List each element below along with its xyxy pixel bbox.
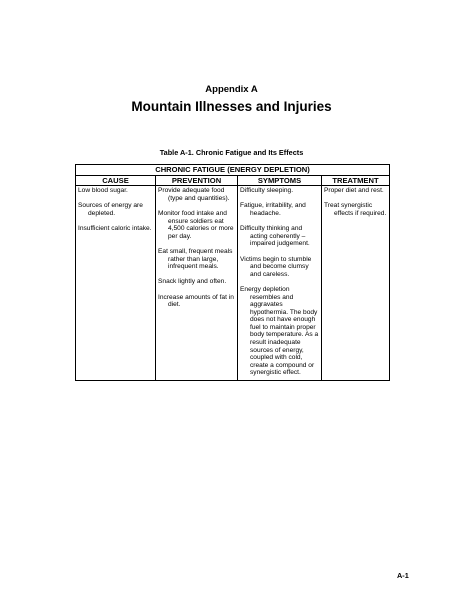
appendix-label: Appendix A	[205, 84, 258, 95]
cause-entry: Sources of energy are depleted.	[78, 202, 143, 217]
symptom-entry: Difficulty sleeping.	[240, 187, 294, 195]
cause-entry: Low blood sugar.	[78, 187, 128, 195]
prevention-cell	[156, 186, 238, 381]
symptom-entry: Difficulty thinking and acting coherently – impaired judgement.	[240, 225, 310, 248]
prevention-entry: Eat small, frequent meals rather than large, infrequent meals.	[158, 247, 233, 271]
symptom-entry: Fatigue, irritability, and headache.	[240, 202, 306, 217]
header-symptoms: SYMPTOMS	[238, 175, 322, 186]
cause-cell	[76, 186, 156, 381]
cause-entry: Insufficient caloric intake.	[78, 225, 152, 233]
treatment-entry: Treat synergistic effects if required.	[324, 202, 387, 217]
treatment-entry: Proper diet and rest.	[324, 187, 384, 195]
prevention-entry: Increase amounts of fat in diet.	[158, 293, 234, 309]
prevention-entry: Provide adequate food (type and quantities).	[158, 187, 230, 202]
symptom-entry: Victims begin to stumble and become clumsy and careless.	[240, 255, 312, 278]
table-banner: CHRONIC FATIGUE (ENERGY DEPLETION)	[76, 165, 390, 176]
prevention-entry: Snack lightly and often.	[158, 278, 227, 286]
page-number: A-1	[397, 571, 409, 580]
header-cause: CAUSE	[76, 175, 156, 186]
header-prevention: PREVENTION	[156, 175, 238, 186]
symptoms-cell	[238, 186, 322, 381]
prevention-entry: Monitor food intake and ensure soldiers eat 4,500 calories or more per day.	[158, 209, 234, 240]
header-treatment: TREATMENT	[322, 175, 390, 186]
treatment-cell	[322, 186, 390, 381]
symptom-entry: Energy depletion resembles and aggravates hypothermia. The body does not have enough fuel to maintain proper body temperature. As a result inadequate sources of energy, coupled with cold, create a compound or synergistic effect.	[240, 285, 319, 377]
table-caption: Table A-1. Chronic Fatigue and Its Effects	[159, 148, 304, 157]
chronic-fatigue-table	[75, 164, 390, 381]
page-title: Mountain Illnesses and Injuries	[131, 99, 332, 114]
